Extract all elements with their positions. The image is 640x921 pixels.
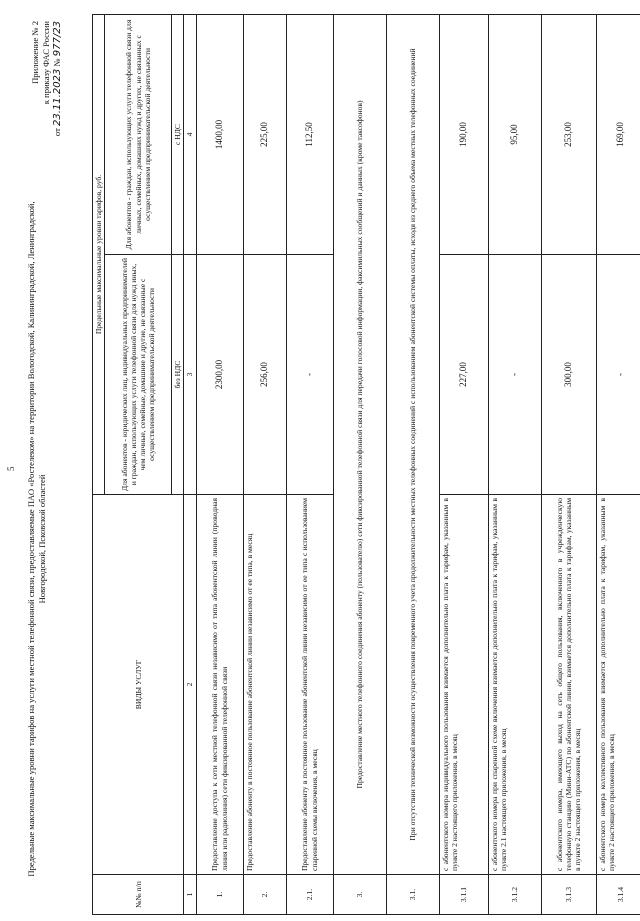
header-no-vat: без НДС xyxy=(172,255,184,495)
row-num: 2.1. xyxy=(286,875,333,915)
row-legal-value: - xyxy=(596,255,640,495)
annex-date-prefix: от xyxy=(52,128,62,137)
section-num: 3. xyxy=(333,875,386,915)
row-legal-value: 227,00 xyxy=(439,255,488,495)
document-heading: Предельные максимальные уровни тарифов на услуги местной телефонной связи, предоставляемые ПАО «Ростелеком» на территории Вологодской, Калининградской, Ленинградской, Новгородской, Псковской областей xyxy=(26,201,47,877)
table-row xyxy=(196,15,243,915)
header-num: №№ п/п xyxy=(93,875,184,915)
row-num: 3.1.3 xyxy=(541,875,596,915)
row-legal-value: - xyxy=(488,255,541,495)
row-num: 3.1.1 xyxy=(439,875,488,915)
row-num: 3.1.4 xyxy=(596,875,640,915)
row-text: Предоставление доступа к сети местной телефонной связи независимо от типа абонентской линии (проводная линия или радиолиния) сети фиксированной телефонной связи xyxy=(196,495,243,875)
row-citizens-value: 95,00 xyxy=(488,15,541,255)
section-row xyxy=(386,15,439,915)
section-row xyxy=(333,15,386,915)
section-num: 3.1. xyxy=(386,875,439,915)
table-row xyxy=(439,15,488,915)
row-citizens-value: 1400,00 xyxy=(196,15,243,255)
col-number-2: 2 xyxy=(184,495,196,875)
section-text: Предоставление местного телефонного соединения абоненту (пользователю) сети фиксированной телефонной связи для передачи голосовой информации, факсимильных сообщений и данных (кроме таксофонов) xyxy=(333,15,386,875)
header-service: ВИДЫ УСЛУГ xyxy=(93,495,184,875)
tariff-table xyxy=(92,14,640,915)
col-number-3: 3 xyxy=(184,255,196,495)
row-legal-value: 2300,00 xyxy=(196,255,243,495)
annex-date-handwritten: 23.11.2023 xyxy=(52,68,63,126)
column-numbers-row xyxy=(184,15,196,915)
header-citizens: Для абонентов - граждан, использующих услуги телефонной связи для личных, семейных, домашних нужд и других, не связанных с осуществлением предпринимательской деятельности xyxy=(105,15,172,255)
row-legal-value: 300,00 xyxy=(541,255,596,495)
row-num: 3.1.2 xyxy=(488,875,541,915)
table-row xyxy=(541,15,596,915)
table-row xyxy=(243,15,286,915)
row-num: 2. xyxy=(243,875,286,915)
row-citizens-value: 169,00 xyxy=(596,15,640,255)
table-row xyxy=(488,15,541,915)
header-limits: Предельные максимальные уровни тарифов, руб. xyxy=(93,15,105,495)
col-number-4: 4 xyxy=(184,15,196,255)
row-citizens-value: 253,00 xyxy=(541,15,596,255)
row-citizens-value: 112,50 xyxy=(286,15,333,255)
section-text: При отсутствии технической возможности осуществления повременного учета продолжительности местных телефонных соединений с использованием абонентской системы оплаты, исходя из среднего объема местных телефонных соединений xyxy=(386,15,439,875)
table-row xyxy=(596,15,640,915)
row-text: с абонентского номера коллективного пользования взимается дополнительно плата к тарифам, указанным в пункте 2 настоящего приложения, в месяц xyxy=(596,495,640,875)
header-legal: Для абонентов - юридических лиц, индивидуальных предпринимателей и граждан, использующих услуги телефонной связи для нужд иных, чем личные, семейные, домашние и другие, не связанные с осуществлением предпринимательской деятельности xyxy=(105,255,172,495)
row-text: с абонентского номера при спаренной схеме включения взимается дополнительно плата к тарифам, указанным в пункте 2.1 настоящего приложения, в месяц xyxy=(488,495,541,875)
annex-number-prefix: № xyxy=(52,58,62,67)
row-text: с абонентского номера индивидуального пользования взимается дополнительно плата к тарифам, указанным в пункте 2 настоящего приложения, в месяц xyxy=(439,495,488,875)
row-text: Предоставление абоненту в постоянное пользование абонентской линии независимо от ее типа, в месяц xyxy=(243,495,286,875)
row-num: 1. xyxy=(196,875,243,915)
header-row xyxy=(93,15,105,915)
row-citizens-value: 190,00 xyxy=(439,15,488,255)
annex-title: Приложение № 2 xyxy=(30,21,40,84)
row-legal-value: - xyxy=(286,255,333,495)
row-citizens-value: 225,00 xyxy=(243,15,286,255)
header-with-vat: с НДС xyxy=(172,15,184,255)
row-text: с абонентского номера, имеющего выход на сеть общего пользования, включенного в учрежденческую телефонную станцию (Мини-АТС) по абонентской линии, взимается дополнительно плата к тарифам, указанным в пункте 2 настоящего приложения, в месяц xyxy=(541,495,596,875)
row-text: Предоставление абоненту в постоянное пользование абонентской линии независимо от ее типа с использованием спаренной схемы включения, в месяц xyxy=(286,495,333,875)
row-legal-value: 256,00 xyxy=(243,255,286,495)
annex-order-ref: к приказу ФАС России xyxy=(41,21,51,105)
table-row xyxy=(286,15,333,915)
col-number-1: 1 xyxy=(184,875,196,915)
annex-number-handwritten: 977/23 xyxy=(52,21,63,57)
annex-block xyxy=(30,21,63,231)
annex-date-number xyxy=(52,21,63,231)
page-number: 5 xyxy=(6,466,16,471)
